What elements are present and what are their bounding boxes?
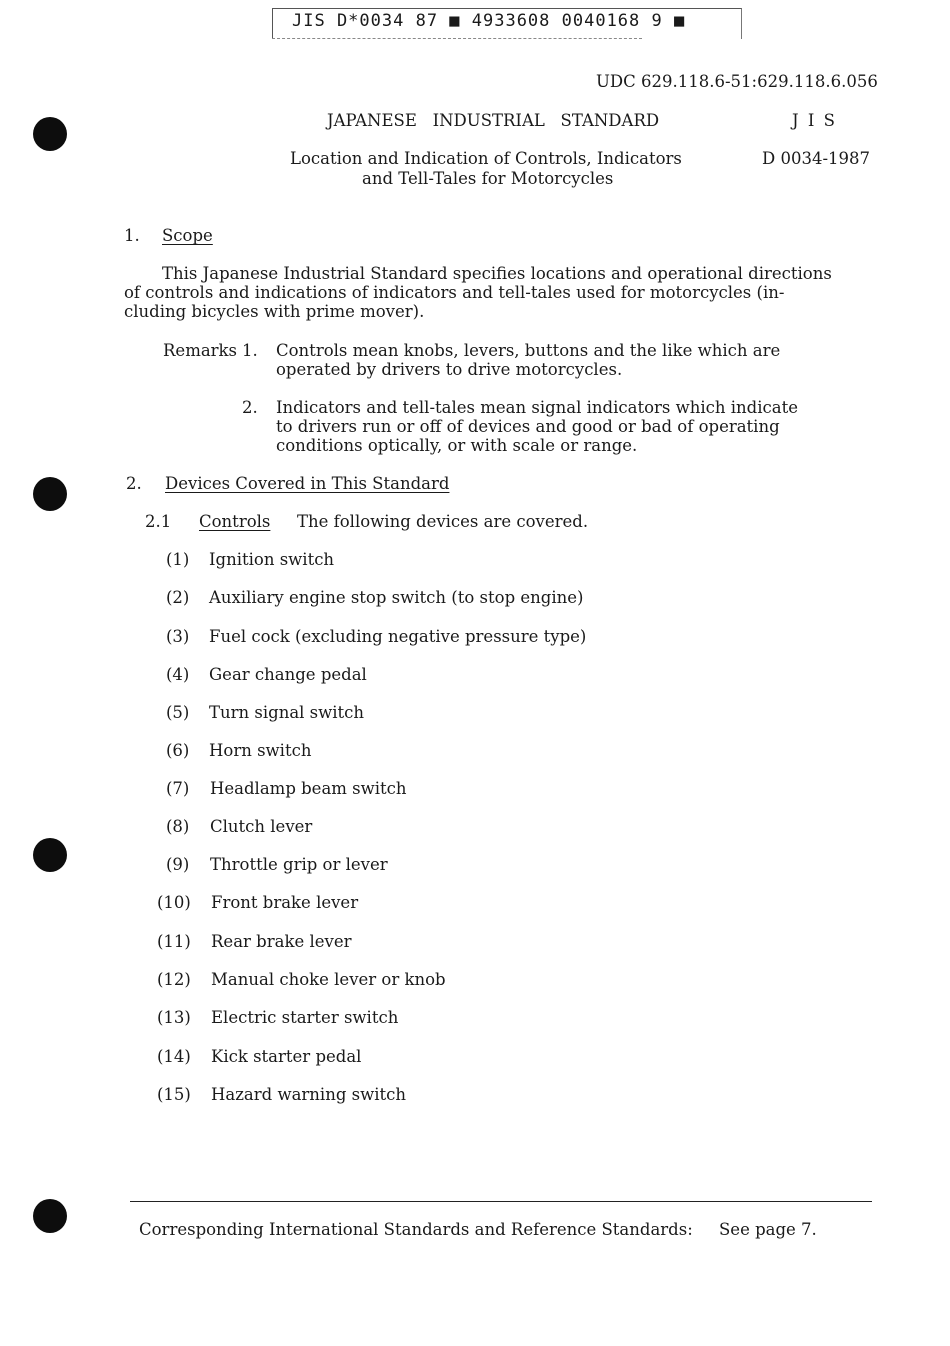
jis-label: J I S bbox=[792, 111, 837, 130]
list-item-number: (10) bbox=[157, 893, 191, 912]
remark-1-number: 1. bbox=[242, 341, 258, 360]
udc-code: UDC 629.118.6-51:629.118.6.056 bbox=[596, 72, 878, 91]
footer-reference-text: Corresponding International Standards and Reference Standards: bbox=[139, 1220, 693, 1239]
list-item: Front brake lever bbox=[211, 893, 359, 912]
list-item-number: (6) bbox=[166, 741, 190, 760]
list-item: Fuel cock (excluding negative pressure type) bbox=[209, 627, 587, 646]
punch-hole bbox=[33, 838, 67, 872]
punch-hole bbox=[33, 1199, 67, 1233]
scope-line-1: This Japanese Industrial Standard specifies locations and operational directions bbox=[162, 264, 832, 283]
list-item: Electric starter switch bbox=[211, 1008, 399, 1027]
list-item: Horn switch bbox=[209, 741, 312, 760]
section-1-heading: Scope bbox=[162, 226, 213, 245]
catalog-stamp: JIS D*0034 87 ■ 4933608 0040168 9 ■ bbox=[292, 11, 686, 31]
remark-2-line-2: to drivers run or off of devices and good or bad of operating bbox=[276, 417, 780, 436]
list-item-number: (7) bbox=[166, 779, 190, 798]
document-title-line2: and Tell-Tales for Motorcycles bbox=[362, 169, 614, 188]
list-item: Turn signal switch bbox=[209, 703, 365, 722]
standard-number: D 0034-1987 bbox=[762, 149, 871, 168]
remark-2-line-3: conditions optically, or with scale or range. bbox=[276, 436, 638, 455]
list-item: Hazard warning switch bbox=[211, 1085, 407, 1104]
list-item-number: (3) bbox=[166, 627, 190, 646]
remark-2-number: 2. bbox=[242, 398, 258, 417]
subsection-2-1-heading: Controls bbox=[199, 512, 271, 531]
subsection-2-1-text: The following devices are covered. bbox=[297, 512, 589, 531]
scope-line-2: of controls and indications of indicators and tell-tales used for motorcycles (in- bbox=[124, 283, 785, 302]
punch-hole bbox=[33, 117, 67, 151]
remark-1-line-2: operated by drivers to drive motorcycles. bbox=[276, 360, 623, 379]
list-item: Ignition switch bbox=[209, 550, 335, 569]
stamp-dash-line bbox=[272, 38, 642, 39]
scope-line-3: cluding bicycles with prime mover). bbox=[124, 302, 425, 321]
footer-rule bbox=[130, 1201, 872, 1202]
list-item-number: (4) bbox=[166, 665, 190, 684]
list-item: Gear change pedal bbox=[209, 665, 367, 684]
document-title-line1: Location and Indication of Controls, Indicators bbox=[290, 149, 682, 168]
footer-page-reference: See page 7. bbox=[719, 1220, 817, 1239]
list-item: Kick starter pedal bbox=[211, 1047, 362, 1066]
list-item: Manual choke lever or knob bbox=[211, 970, 446, 989]
list-item: Clutch lever bbox=[210, 817, 313, 836]
remark-1-line-1: Controls mean knobs, levers, buttons and the like which are bbox=[276, 341, 781, 360]
list-item-number: (13) bbox=[157, 1008, 191, 1027]
standard-label: JAPANESE INDUSTRIAL STANDARD bbox=[327, 111, 660, 130]
punch-hole bbox=[33, 477, 67, 511]
remarks-label: Remarks bbox=[163, 341, 238, 360]
remark-2-line-1: Indicators and tell-tales mean signal indicators which indicate bbox=[276, 398, 798, 417]
list-item-number: (15) bbox=[157, 1085, 191, 1104]
subsection-2-1-number: 2.1 bbox=[145, 512, 172, 531]
list-item-number: (8) bbox=[166, 817, 190, 836]
list-item: Headlamp beam switch bbox=[210, 779, 407, 798]
list-item: Throttle grip or lever bbox=[210, 855, 388, 874]
list-item-number: (1) bbox=[166, 550, 190, 569]
section-2-number: 2. bbox=[126, 474, 142, 493]
section-2-heading: Devices Covered in This Standard bbox=[165, 474, 450, 493]
list-item-number: (5) bbox=[166, 703, 190, 722]
list-item-number: (9) bbox=[166, 855, 190, 874]
list-item-number: (11) bbox=[157, 932, 191, 951]
list-item-number: (2) bbox=[166, 588, 190, 607]
section-1-number: 1. bbox=[124, 226, 140, 245]
list-item-number: (12) bbox=[157, 970, 191, 989]
list-item: Auxiliary engine stop switch (to stop engine) bbox=[209, 588, 584, 607]
list-item-number: (14) bbox=[157, 1047, 191, 1066]
list-item: Rear brake lever bbox=[211, 932, 352, 951]
